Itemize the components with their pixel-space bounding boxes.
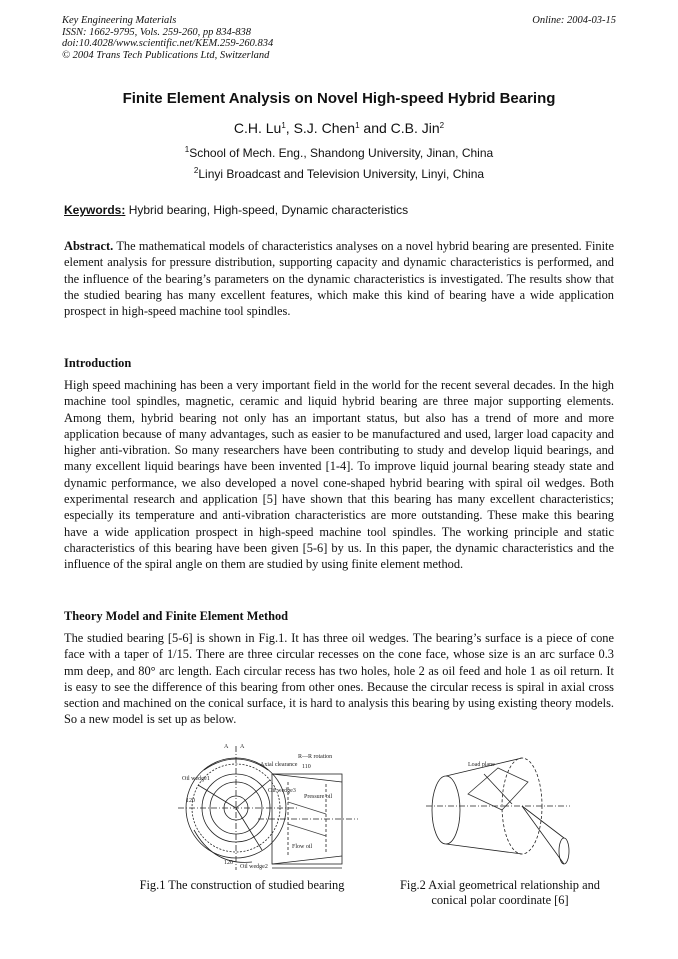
doi-line[interactable]: doi:10.4028/www.scientific.net/KEM.259-260.834 xyxy=(62,38,274,49)
figure-1-caption: Fig.1 The construction of studied bearing xyxy=(139,878,345,892)
label-oil-wedge1: Oil wedge1 xyxy=(182,776,210,782)
section-mark-a: A xyxy=(224,744,229,750)
author-affil-mark: 2 xyxy=(439,121,445,130)
label-flow-oil: Flow oil xyxy=(292,844,313,850)
figure-2-caption-line2: conical polar coordinate [6] xyxy=(431,893,569,907)
introduction-heading: Introduction xyxy=(64,356,132,370)
figure-1-section-view xyxy=(258,752,366,874)
figure-2-drawing xyxy=(424,744,574,874)
introduction-paragraph: High speed machining has been a very important field in the world for the recent several decades. In the high machine tool spindles, magnetic, ceramic and liquid hybrid bearing are three major supporting elements. Among them, hybrid bearing not only has an important status, but also has a trend of more and more application because of many advantages, such as easier to be manufactured and used, larger load capacity and higher anti-vibration. So many researchers have been contributing to study and develop liquid bearings, and many excellent liquid bearings have been invented [1-4]. To improve liquid journal bearing steady state and dynamic performance, we also developed a novel cone-shaped hybrid bearing with spiral oil wedges. Both experimental research and application [5] have shown that this bearing has many excellent characteristics; especially its temperature and anti-vibration characteristics are more outstanding. These make this bearing have a wide application prospect in high-speed machine tool spindles. The working principle and static characteristics of this bearing have been given [5-6] by us. In this paper, the dynamic characteristics and the influence of the spiral angle on them are studied by using finite element method. xyxy=(64,378,614,572)
keywords-label: Keywords xyxy=(64,203,122,217)
keywords-colon: : xyxy=(121,203,126,217)
affiliation-mark: 1 xyxy=(184,145,190,154)
journal-header xyxy=(62,15,616,61)
affiliation-mark: 2 xyxy=(193,166,199,175)
author-list xyxy=(0,120,678,136)
label-oil-wedge3: Oil wedge3 xyxy=(268,788,296,794)
label-pressure-oil: Pressure oil xyxy=(304,794,333,800)
affiliation-text: School of Mech. Eng., Shandong University, Jinan, China xyxy=(189,146,494,160)
label-oil-wedge2: Oil wedge2 xyxy=(240,864,268,870)
author-separator: and xyxy=(359,120,391,136)
label-rotation: R—R rotation xyxy=(298,754,333,760)
author-name: C.B. Jin xyxy=(390,120,440,136)
affiliation-1 xyxy=(0,146,678,160)
author-affil-mark: 1 xyxy=(355,121,360,130)
label-axial-clearance: Axial clearance xyxy=(260,762,298,768)
issn-line: ISSN: 1662-9795, Vols. 259-260, pp 834-838 xyxy=(62,26,251,38)
label-angle: 120 xyxy=(186,798,195,804)
paper-title: Finite Element Analysis on Novel High-speed Hybrid Bearing xyxy=(122,90,556,107)
bearing-section-drawing xyxy=(258,752,366,874)
abstract-paragraph xyxy=(64,238,614,319)
theory-heading: Theory Model and Finite Element Method xyxy=(64,609,289,623)
author-name: S.J. Chen xyxy=(293,120,356,136)
online-date: Online: 2004-03-15 xyxy=(532,15,616,26)
label-angle: 120 xyxy=(224,860,233,866)
affiliation-2 xyxy=(0,167,678,181)
figure-2-caption xyxy=(384,878,616,908)
abstract-label: Abstract. xyxy=(64,239,114,253)
figure-2-caption-line1: Fig.2 Axial geometrical relationship and xyxy=(400,878,600,892)
keywords-text: Hybrid bearing, High-speed, Dynamic characteristics xyxy=(125,203,409,217)
abstract-text: The mathematical models of characteristics analyses on a novel hybrid bearing are presented. Finite element analysis for pressure distribution, supporting capacity and dynamic characteristics is performed, and the influence of the bearing’s parameters on the dynamic characteristics is investigated. The results show that the studied bearing has many excellent features, which make this kind of bearing have a wide application prospect in high-speed machine tool spindles. xyxy=(64,239,614,319)
author-affil-mark: 1 xyxy=(281,121,286,130)
cone-geometry-drawing xyxy=(424,744,574,874)
label-size: 110 xyxy=(302,764,311,770)
author-name: C.H. Lu xyxy=(233,120,282,136)
theory-paragraph: The studied bearing [5-6] is shown in Fig.1. It has three oil wedges. The bearing’s surface is a piece of cone face with a taper of 1/15. There are three circular recesses on the cone face, whose size is an arc surface 0.3 mm deep, and 80° arc length. Each circular recess has two holes, hole 2 as oil feed and hole 1 as oil return. It is easy to see the difference of this bearing from other ones. Because the circular recess is spiral in axial cross section and machined on the conical surface, it is hard to analysis this bearing by using existing theory models. So a new model is set up as below. xyxy=(64,631,614,727)
journal-name: Key Engineering Materials xyxy=(62,15,177,26)
copyright-line: © 2004 Trans Tech Publications Ltd, Switzerland xyxy=(62,49,270,61)
affiliation-text: Linyi Broadcast and Television University, Linyi, China xyxy=(198,167,485,181)
label-load-plane: Load plane xyxy=(468,762,495,768)
section-mark-a: A xyxy=(240,744,245,750)
keywords-line xyxy=(64,203,408,217)
author-separator: , xyxy=(285,120,294,136)
